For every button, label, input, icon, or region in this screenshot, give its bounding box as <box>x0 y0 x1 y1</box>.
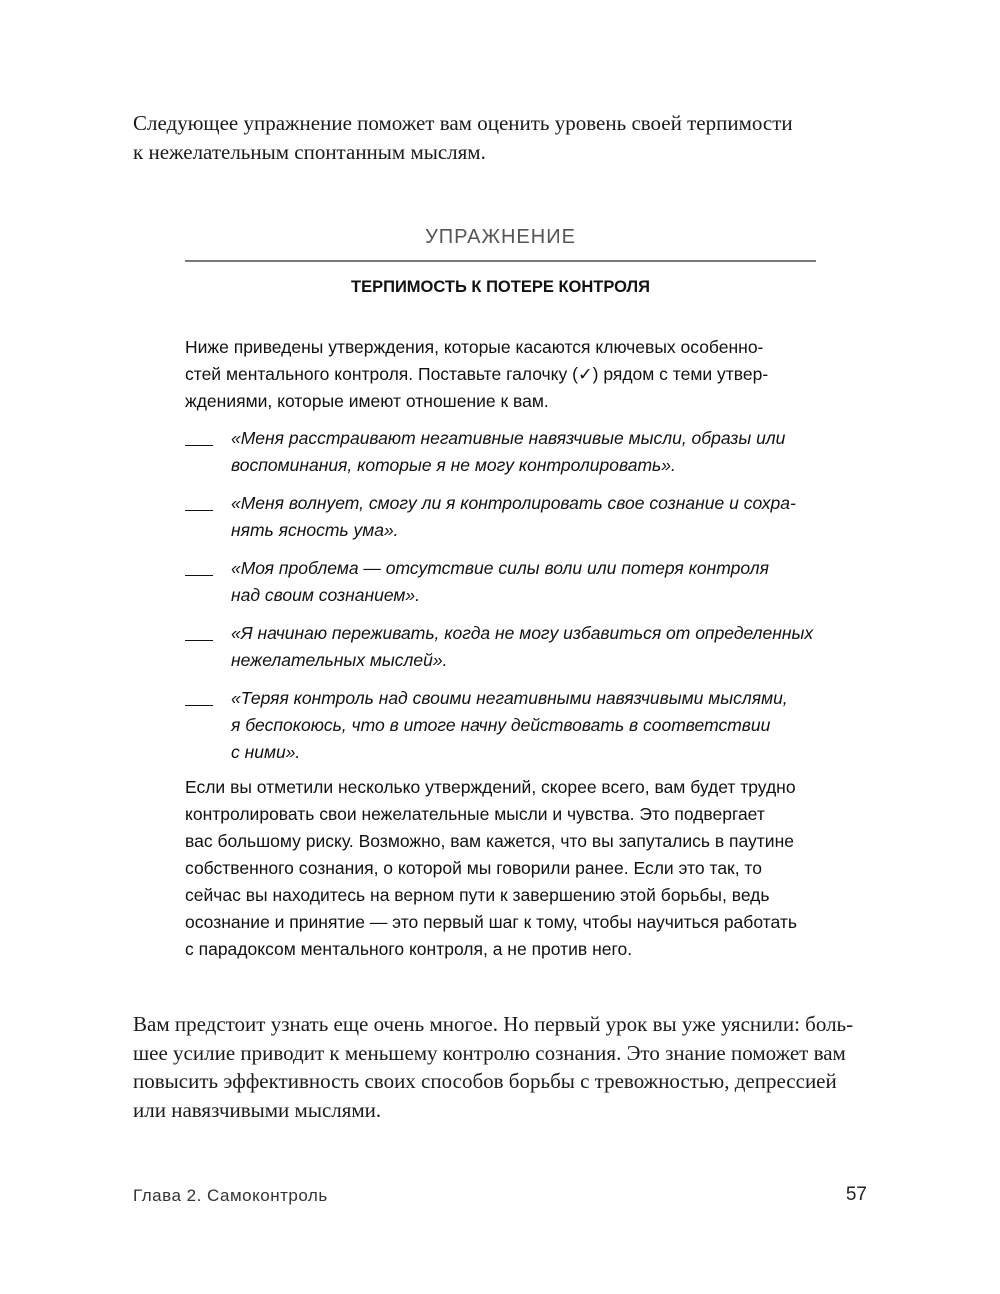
instructions-line: стей ментального контроля. Поставьте галочку (✓) рядом с теми утвер- <box>185 364 769 384</box>
statement-line: «Меня расстраивают негативные навязчивые мысли, образы или <box>231 428 786 448</box>
closing-paragraph <box>133 1010 867 1124</box>
statement-line: нежелательных мыслей». <box>231 650 448 670</box>
closing-line: или навязчивыми мыслями. <box>133 1097 382 1122</box>
statement-text <box>231 555 816 609</box>
statement-line: над своим сознанием». <box>231 585 420 605</box>
checkbox-blank[interactable] <box>185 575 213 576</box>
statement-line: «Меня волнует, смогу ли я контролировать свое сознание и сохра- <box>231 493 796 513</box>
conclusion-line: осознание и принятие — это первый шаг к тому, чтобы научиться работать <box>185 912 797 932</box>
statement-line: воспоминания, которые я не могу контролировать». <box>231 455 676 475</box>
statement-line: «Моя проблема — отсутствие силы воли или потеря контроля <box>231 558 769 578</box>
statement-text <box>231 490 816 544</box>
statement-line: нять ясность ума». <box>231 520 399 540</box>
conclusion-line: вас большому риску. Возможно, вам кажется, что вы запутались в паутине <box>185 831 794 851</box>
conclusion-line: собственного сознания, о которой мы говорили ранее. Если это так, то <box>185 858 762 878</box>
exercise-instructions <box>185 334 816 415</box>
statement-line: «Теряя контроль над своими негативными навязчивыми мыслями, <box>231 688 788 708</box>
closing-line: шее усилие приводит к меньшему контролю сознания. Это знание поможет вам <box>133 1040 846 1065</box>
checkbox-blank[interactable] <box>185 510 213 511</box>
intro-paragraph <box>133 109 867 166</box>
checkbox-blank[interactable] <box>185 640 213 641</box>
instructions-line: ждениями, которые имеют отношение к вам. <box>185 391 549 411</box>
exercise-title: ТЕРПИМОСТЬ К ПОТЕРЕ КОНТРОЛЯ <box>351 278 650 296</box>
checkbox-blank[interactable] <box>185 445 213 446</box>
exercise-divider <box>185 260 816 262</box>
exercise-heading: УПРАЖНЕНИЕ <box>425 226 576 248</box>
conclusion-line: с парадоксом ментального контроля, а не против него. <box>185 939 633 959</box>
conclusion-line: Если вы отметили несколько утверждений, скорее всего, вам будет трудно <box>185 777 796 797</box>
statement-line: я беспокоюсь, что в итоге начну действовать в соответствии <box>231 715 771 735</box>
exercise-conclusion <box>185 774 816 963</box>
statement-text <box>231 685 816 766</box>
intro-line: к нежелательным спонтанным мыслям. <box>133 139 486 164</box>
conclusion-line: контролировать свои нежелательные мысли и чувства. Это подвергает <box>185 804 765 824</box>
page-number: 57 <box>845 1184 867 1205</box>
checkbox-blank[interactable] <box>185 705 213 706</box>
closing-line: Вам предстоит узнать еще очень многое. Но первый урок вы уже уяснили: боль- <box>133 1012 854 1036</box>
conclusion-line: сейчас вы находитесь на верном пути к завершению этой борьбы, ведь <box>185 885 770 905</box>
intro-line: Следующее упражнение поможет вам оценить уровень своей терпимости <box>133 111 793 135</box>
statement-line: с ними». <box>231 742 301 762</box>
statement-text <box>231 425 816 479</box>
closing-line: повысить эффективность своих способов борьбы с тревожностью, депрессией <box>133 1069 837 1093</box>
statement-text <box>231 620 816 674</box>
statement-line: «Я начинаю переживать, когда не могу избавиться от определенных <box>231 623 814 643</box>
running-footer-chapter: Глава 2. Самоконтроль <box>133 1186 328 1205</box>
instructions-line: Ниже приведены утверждения, которые касаются ключевых особенно- <box>185 337 764 357</box>
